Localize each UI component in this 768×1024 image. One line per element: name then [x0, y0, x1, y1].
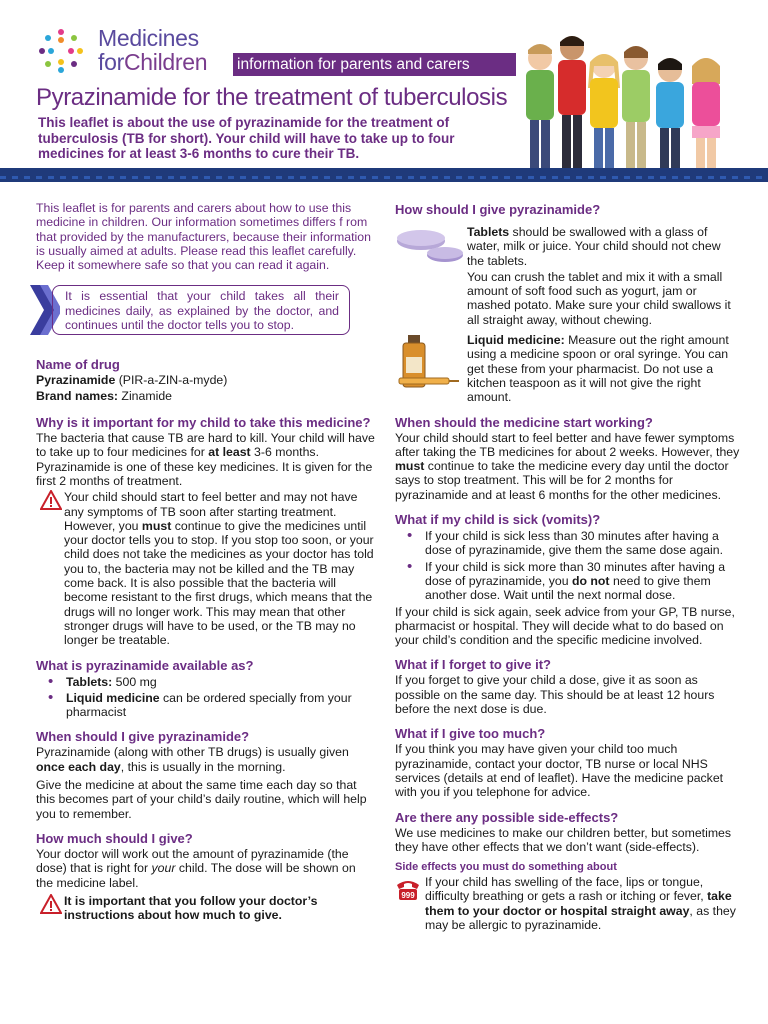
available-list: [36, 675, 376, 720]
sick-paragraph: If your child is sick again, seek advice from your GP, TB nurse, pharmacist or hospital. They will decide what to do based on your child’s condition and the specific medicine involved.: [395, 604, 735, 648]
how-give-heading: How should I give pyrazinamide?: [395, 202, 601, 217]
brand-names: Brand names: Zinamide: [36, 388, 173, 403]
how-much-heading: How much should I give?: [36, 830, 193, 846]
tablets-text: Tablets should be swallowed with a glass of water, milk or juice. Your child should not chew the tablets.: [467, 225, 721, 268]
start-working-heading: When should the medicine start working?: [395, 414, 653, 430]
header: [0, 0, 768, 182]
tablets-section: [395, 225, 740, 327]
forget-heading: What if I forget to give it?: [395, 657, 551, 673]
when-give-heading: When should I give pyrazinamide?: [36, 729, 250, 745]
dose-warning: It is important that you follow your doctor’s instructions about how much to give.: [36, 894, 376, 923]
sick-list: [395, 529, 740, 602]
emergency-phone-icon: [395, 877, 421, 901]
logo-text: [98, 26, 207, 74]
sick-heading: What if my child is sick (vomits)?: [395, 512, 601, 528]
start-working-paragraph: Your child should start to feel better and have fewer symptoms after taking the TB medicines for about 2 weeks. However, they must continue to take the medicine every day until the doctor says to stop treatment. This will be for 2 months for pyrazinamide and at least 6 months for the other medicines.: [395, 430, 740, 502]
how-much-paragraph: Your doctor will work out the amount of pyrazinamide (the dose) that is right for your child. The dose will be shown on the medicine label.: [36, 846, 356, 890]
forget-paragraph: If you forget to give your child a dose, give it as soon as possible on the same day. This should be at least 12 hours before the next dose is due.: [395, 673, 715, 717]
logo-star-icon: [36, 26, 86, 76]
liquid-section: [395, 333, 740, 404]
side-effects-subheading: Side effects you must do something about: [395, 861, 617, 874]
logo-line2: for: [98, 49, 124, 75]
key-message-callout: [30, 285, 376, 335]
header-band: [0, 168, 768, 182]
side-effects-heading: Are there any possible side-effects?: [395, 809, 619, 825]
when-paragraph-1: Pyrazinamide (along with other TB drugs) is usually given once each day, this is usually in the morning.: [36, 745, 349, 774]
available-heading: What is pyrazinamide available as?: [36, 657, 254, 673]
oral-syringe-icon: [395, 375, 461, 387]
logo-line2b: Children: [123, 49, 208, 75]
warning-triangle-icon: [40, 490, 62, 510]
list-item: • If your child is sick less than 30 minutes after having a dose of pyrazinamide, give them the same dose again.: [395, 529, 740, 558]
name-of-drug-heading: Name of drug: [36, 357, 120, 373]
callout-text: It is essential that your child takes all their medicines daily, as explained by the doctor, and continues until the doctor tells you to stop.: [52, 285, 350, 335]
warning-triangle-icon: [40, 894, 62, 914]
emergency-advice: 999 If your child has swelling of the face, lips or tongue, difficulty breathing or gets a rash or itching or fever, take them to your doctor or hospital straight away, as they may be allergic to pyrazinamide.: [395, 875, 740, 932]
list-item: • Tablets: 500 mg: [36, 675, 376, 689]
tagline: information for parents and carers: [233, 53, 516, 76]
list-item: • Liquid medicine can be ordered specially from your pharmacist: [36, 691, 376, 720]
crush-text: You can crush the tablet and mix it with a small amount of soft food such as yogurt, jam or mashed potato. Make sure your child swallows it all straight away, without chewing.: [467, 269, 731, 327]
children-photo: [522, 28, 734, 182]
right-column: [395, 200, 740, 932]
too-much-paragraph: If you think you may have given your child too much pyrazinamide, contact your doctor, TB nurse or local NHS services (details at end of leaflet). Have the medicine packet with you if you telephone for advice.: [395, 742, 724, 800]
medicines-for-children-logo: [36, 26, 236, 82]
logo-line1: Medicines: [98, 25, 199, 51]
side-effects-paragraph: We use medicines to make our children better, but sometimes they have other effects that we don’t want (side-effects).: [395, 825, 732, 854]
list-item: • If your child is sick more than 30 minutes after having a dose of pyrazinamide, you do not need to give them another dose. Wait until the next normal dose.: [395, 560, 740, 603]
left-column: [36, 200, 376, 922]
intro-text: This leaflet is about the use of pyrazinamide for the treatment of tuberculosis (TB for short). Your child will have to take up to four medicines for at least 3-6 months to cure their TB.: [38, 115, 455, 161]
why-important-heading: Why is it important for my child to take this medicine?: [36, 415, 371, 431]
tablets-icon: [395, 227, 465, 267]
why-paragraph: The bacteria that cause TB are hard to kill. Your child will have to take up to four medicines for at least 3-6 months. Pyrazinamide is one of these key medicines. It is given for the first 2 months of treatment.: [36, 431, 375, 488]
liquid-text: Liquid medicine: Measure out the right amount using a medicine spoon or oral syringe. You can get these from your pharmacist. Do not use a kitchen teaspoon as it will not give the right amount.: [467, 333, 729, 405]
why-warning: Your child should start to feel better and may not have any symptoms of TB soon after starting treatment. However, you must continue to give the medicines until your doctor tells you to stop. If you stop too soon, or your child does not take the medicines as your doctor has told you to, the bacteria may not be killed and the TB may come back. It is also possible that the bacteria will become resistant to the first drugs, which means that the drugs will no longer work. This may mean that other stronger drugs will have to be used, or the TB may no longer be treatable.: [36, 490, 376, 647]
when-paragraph-2: Give the medicine at about the same time each day so that this becomes part of your child’s daily routine, which will help you to remember.: [36, 778, 367, 821]
leaflet-note: This leaflet is for parents and carers about how to use this medicine in children. Our information sometimes differs f rom that provided by the manufacturers, because their information is usually aimed at adults. Please read this leaflet carefully. Keep it somewhere safe so that you can read it again.: [36, 201, 371, 273]
too-much-heading: What if I give too much?: [395, 726, 546, 742]
svg-text:999: 999: [401, 891, 415, 901]
drug-name: Pyrazinamide (PIR-a-ZIN-a-myde): [36, 373, 228, 388]
page-title: Pyrazinamide for the treatment of tuberculosis: [36, 84, 508, 111]
